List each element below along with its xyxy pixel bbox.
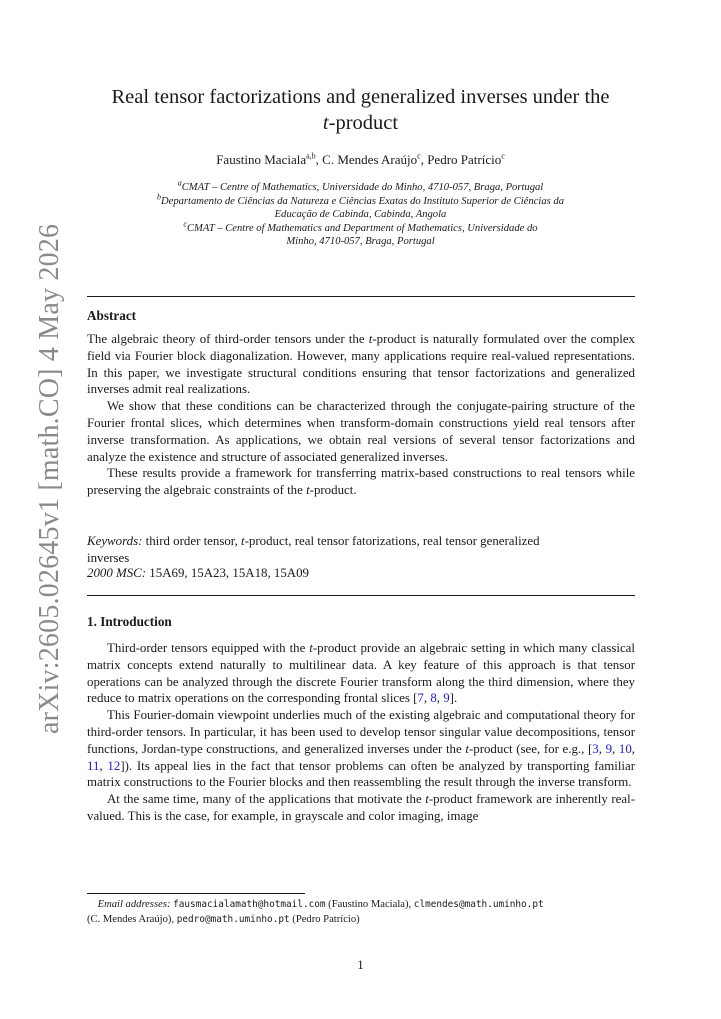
author-separator: ,: [315, 152, 323, 167]
intro-paragraph: Third-order tensors equipped with the t-product provide an algebraic setting in which many classical matrix concepts extend naturally to multilinear data. A key feature of this approach is that tensor operations can be analyzed through the discrete Fourier transform along the third dimension, where they reduce to matrix operations on the corresponding frontal slices [7, 8, 9].: [87, 641, 635, 706]
abstract-paragraph: We show that these conditions can be characterized through the conjugate-pairing structure of the Fourier frontal slices, which determines when transform-domain constructions yield real tensors after inverse transformation. As applications, we obtain real versions of several tensor factorizations and analyze the existence and structure of associated generalized inverses.: [87, 399, 635, 464]
citation-link[interactable]: 11: [87, 758, 100, 773]
text-run: Third-order tensors equipped with the: [107, 641, 310, 655]
footnote-text: (Faustino Maciala),: [325, 899, 414, 910]
citation-link[interactable]: 12: [107, 758, 121, 773]
text-run: The algebraic theory of third-order tensors under the: [87, 332, 369, 346]
author-list: [80, 152, 641, 168]
affiliation-text: CMAT – Centre of Mathematics and Department of Mathematics, Universidade do: [186, 222, 538, 234]
section-heading-introduction: 1. Introduction: [87, 614, 172, 629]
text-run: t: [425, 792, 429, 807]
abstract-paragraph: [87, 331, 635, 398]
abstract-body: [87, 331, 635, 499]
author-name: Pedro Patrício: [427, 152, 502, 167]
text-run: -product.: [309, 483, 357, 498]
footnote-text: (Pedro Patrício): [289, 914, 360, 925]
citation-link[interactable]: 7: [417, 691, 424, 706]
abstract-top-rule: [87, 296, 635, 297]
affiliation-b-cont: Educação de Cabinda, Cabinda, Angola: [274, 209, 447, 221]
author-affiliation-mark: a,b: [306, 151, 316, 161]
email-link[interactable]: fausmacialamath@hotmail.com: [173, 899, 326, 910]
msc-label: 2000 MSC:: [87, 566, 147, 580]
intro-paragraph: [87, 791, 635, 825]
citation-link[interactable]: 8: [430, 691, 437, 706]
text-run: This Fourier-domain viewpoint underlies much of the existing algebraic and computational theory for third-order tensors. In particular, it has been used to develop tensor singular value decompositions, tensor functions, Jordan-type constructions, and generalized inverses under the: [87, 708, 635, 756]
title-line-2: -product: [328, 112, 399, 134]
text-run: These results provide a framework for transferring matrix-based constructions to real tensors while preserving the algebraic constraints of the: [87, 466, 635, 498]
footnote-rule: [87, 893, 305, 894]
author-name: C. Mendes Araújo: [322, 152, 418, 167]
keywords: [87, 533, 577, 567]
arxiv-identifier-stamp: arXiv:2605.02645v1 [math.CO] 4 May 2026: [34, 223, 65, 734]
title-line-1: Real tensor factorizations and generalized inverses under the: [111, 86, 610, 108]
text-run: At the same time, many of the applications that motivate the: [107, 792, 426, 807]
citation-link[interactable]: 9: [605, 741, 613, 756]
text-run: -product provide an algebraic setting in which many classical matrix concepts extend naturally to multilinear data. A key feature of this approach is that tensor operations can be analyzed through the discrete Fourier transform along the third dimension, where they reduce to matrix operations on the corresponding frontal slices [: [87, 641, 635, 706]
author-affiliation-mark: c: [417, 151, 421, 161]
affiliation-a: [100, 178, 621, 195]
author-name: Faustino Maciala: [216, 152, 307, 167]
affiliation-text: Departamento de Ciências da Natureza e Ciências Exatas do Instituto Superior de Ciências da: [160, 195, 564, 207]
footnote-label: Email addresses:: [97, 899, 171, 910]
msc-codes: [87, 566, 309, 581]
abstract-paragraph: [87, 465, 635, 499]
citation-link[interactable]: 3: [592, 741, 599, 756]
keywords-text: -product, real tensor fatorizations, real tensor generalized inverses: [87, 534, 540, 565]
title-t-italic: t: [322, 112, 329, 134]
text-run: -product (see, for e.g., [: [468, 741, 593, 756]
author-separator: ,: [420, 152, 428, 167]
affiliation-mark: a: [177, 178, 182, 188]
abstract-heading: Abstract: [87, 308, 137, 323]
affiliation-c-cont: Minho, 4710-057, Braga, Portugal: [286, 236, 435, 248]
email-link[interactable]: clmendes@math.uminho.pt: [413, 899, 544, 910]
affiliation-b: [100, 192, 621, 209]
text-run: ]). Its appeal lies in the fact that tensor problems can often be analyzed by transporting familiar matrix constructions to the Fourier blocks and then reassembling the result through the inverse transform.: [87, 758, 636, 790]
text-run: t: [309, 641, 313, 655]
keywords-text: t: [241, 534, 245, 548]
paper-title: [80, 84, 641, 136]
email-link[interactable]: pedro@math.uminho.pt: [176, 914, 290, 925]
footnote-emails: [87, 897, 635, 927]
keywords-text: third order tensor,: [142, 534, 242, 548]
page-number: 1: [357, 958, 364, 972]
introduction-body: [87, 640, 635, 825]
affiliation-c: [100, 219, 621, 236]
affiliations: [100, 178, 621, 249]
author-affiliation-mark: c: [501, 151, 505, 161]
affiliation-text: CMAT – Centre of Mathematics, Universidade do Minho, 4710-057, Braga, Portugal: [181, 182, 544, 193]
text-run: t: [306, 483, 310, 498]
affiliation-mark: b: [156, 192, 161, 202]
msc-values: 15A69, 15A23, 15A18, 15A09: [146, 566, 309, 580]
footnote-text: (C. Mendes Araújo),: [87, 914, 177, 925]
citation-link[interactable]: 9: [443, 691, 450, 706]
abstract-bottom-rule: [87, 595, 635, 596]
text-run: -product framework are inherently real-valued. This is the case, for example, in grayscale and color imaging, image: [87, 792, 635, 823]
text-run: -product is naturally formulated over the complex field via Fourier block diagonalization. However, many applications require real-valued representations. In this paper, we investigate structural conditions ensuring that tensor factorizations and generalized inverses admit real realizations.: [87, 332, 635, 397]
citation-link[interactable]: 10: [618, 741, 632, 756]
intro-paragraph: This Fourier-domain viewpoint underlies much of the existing algebraic and computational theory for third-order tensors. In particular, it has been used to develop tensor singular value decompositions, tensor functions, Jordan-type constructions, and generalized inverses under the t-product (see, for e.g., [3, 9, 10, 11, 12]). Its appeal lies in the fact that tensor problems can often be analyzed by transporting familiar matrix constructions to the Fourier blocks and then reassembling the result through the inverse transform.: [87, 708, 636, 790]
text-run: t: [368, 332, 373, 346]
text-run: ].: [449, 691, 458, 706]
keywords-label: Keywords:: [87, 534, 143, 548]
affiliation-mark: c: [183, 219, 187, 229]
text-run: t: [465, 741, 469, 756]
